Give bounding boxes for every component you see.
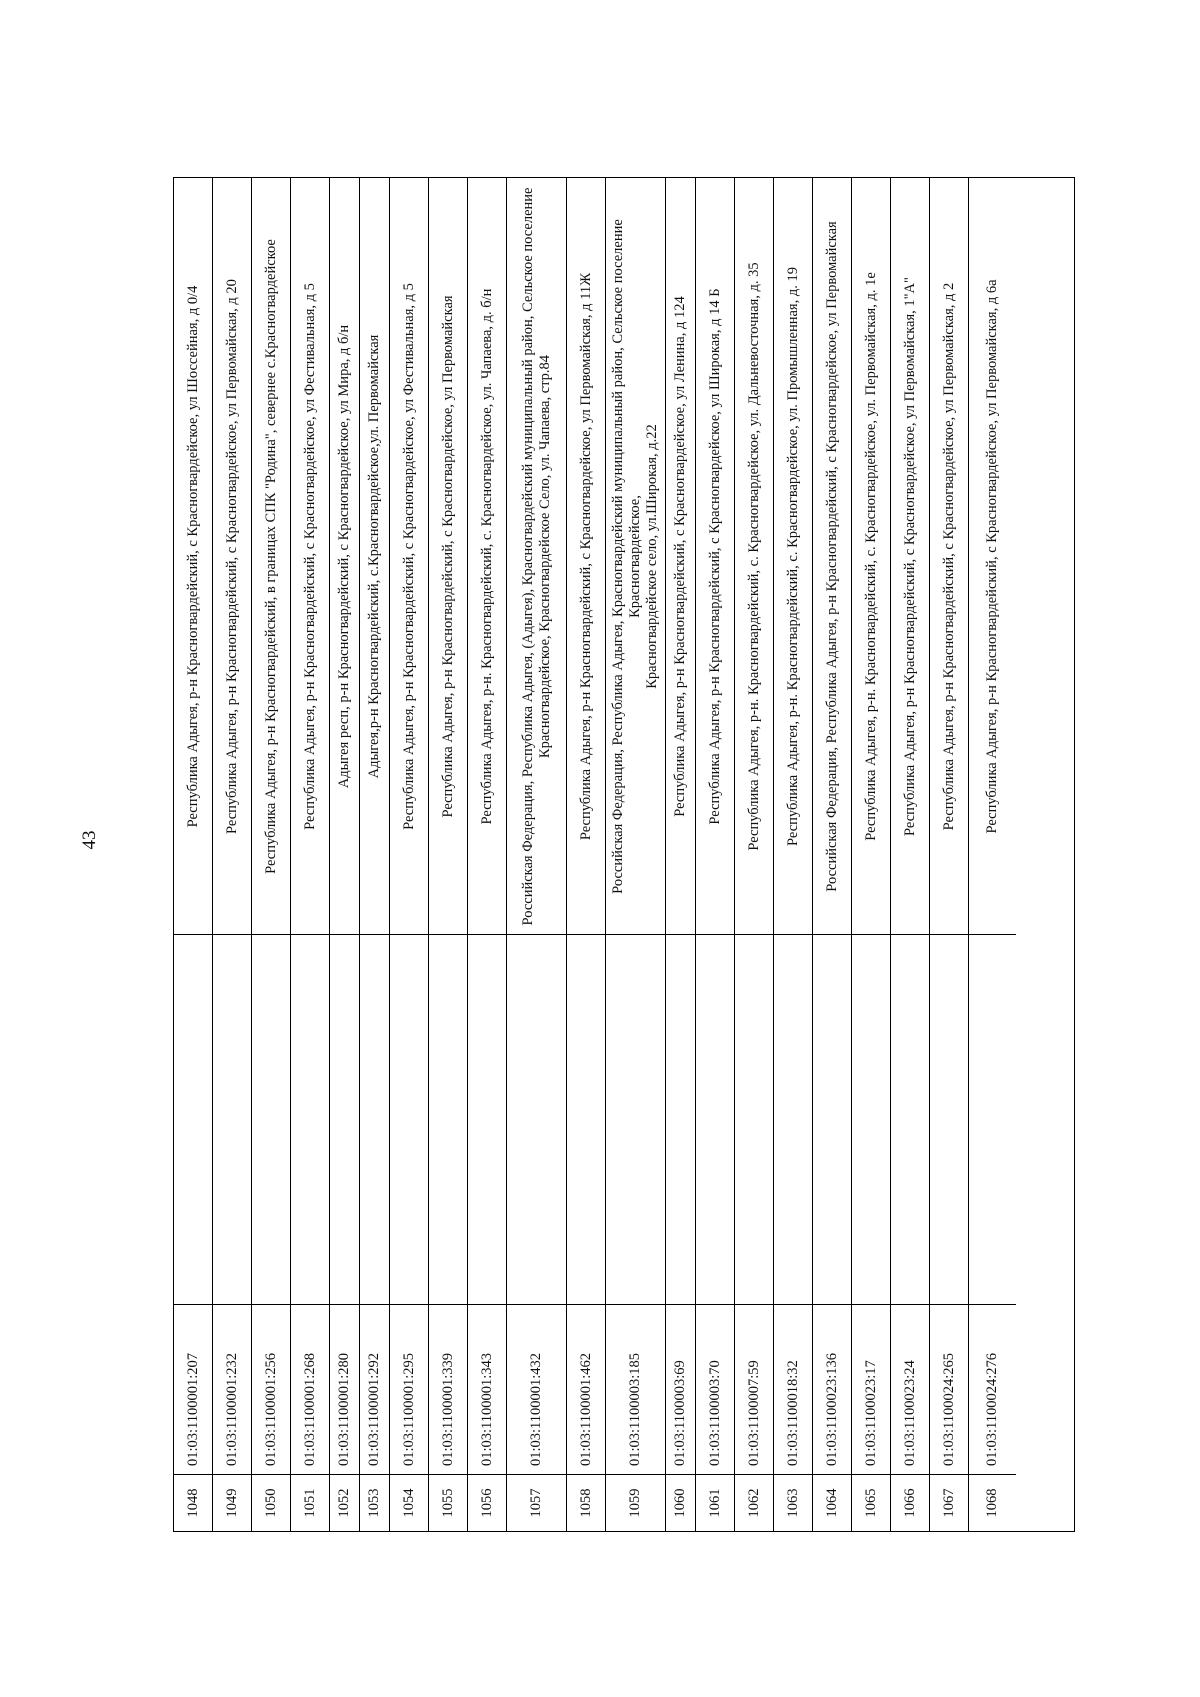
address-cell bbox=[891, 179, 929, 934]
address-cell bbox=[174, 179, 212, 934]
address-line: Красногвардейское, Красногвардейское Село, ул. Чапаева, стр.84 bbox=[536, 354, 553, 759]
address-line: Российская Федерация, Республика Адыгея, Красногвардейский муниципальный район, Сельское поселение Красногвардейское, bbox=[610, 219, 643, 894]
address-cell bbox=[390, 179, 428, 934]
row-number: 1062 bbox=[735, 1474, 773, 1531]
row-number: 1067 bbox=[930, 1474, 968, 1531]
table-row bbox=[696, 178, 735, 1531]
empty-cell bbox=[735, 934, 773, 1304]
row-number: 1054 bbox=[390, 1474, 428, 1531]
address-cell bbox=[468, 179, 506, 934]
row-number: 1056 bbox=[468, 1474, 506, 1531]
cadastral-number: 01:03:1100003:69 bbox=[666, 1304, 695, 1474]
address-line: Республика Адыгея, р-н Красногвардейский, с Красногвардейское, ул Ленина, д 124 bbox=[672, 296, 688, 817]
cadastral-number: 01:03:1100001:280 bbox=[330, 1304, 359, 1474]
address-line: Республика Адыгея, р-н Красногвардейский, в границах СПК "Родина", севернее с.Красногвардейское bbox=[262, 239, 279, 874]
row-number: 1055 bbox=[429, 1474, 467, 1531]
row-number: 1052 bbox=[330, 1474, 359, 1531]
empty-cell bbox=[390, 934, 428, 1304]
row-number: 1066 bbox=[891, 1474, 929, 1531]
address-line: Республика Адыгея, р-н Красногвардейский, с Красногвардейское, ул Широкая, д 14 Б bbox=[706, 288, 723, 825]
cadastral-number: 01:03:1100001:462 bbox=[567, 1304, 605, 1474]
row-number: 1051 bbox=[291, 1474, 329, 1531]
address-line: Адыгея респ, р-н Красногвардейский, с Красногвардейское, ул Мира, д б/н bbox=[336, 324, 352, 789]
cadastral-number: 01:03:1100001:268 bbox=[291, 1304, 329, 1474]
table-row bbox=[390, 178, 429, 1531]
cadastral-number: 01:03:1100001:432 bbox=[507, 1304, 566, 1474]
empty-cell bbox=[813, 934, 851, 1304]
address-cell bbox=[252, 179, 290, 934]
empty-cell bbox=[174, 934, 212, 1304]
registry-table bbox=[173, 177, 1075, 1532]
cadastral-number: 01:03:1100018:32 bbox=[774, 1304, 812, 1474]
table-row bbox=[507, 178, 567, 1531]
address-cell bbox=[360, 179, 389, 934]
table-row bbox=[252, 178, 291, 1531]
row-number: 1061 bbox=[696, 1474, 734, 1531]
table-row bbox=[930, 178, 969, 1531]
cadastral-number: 01:03:1100001:339 bbox=[429, 1304, 467, 1474]
address-line: Республика Адыгея, р-н Красногвардейский, с Красногвардейское, ул Первомайская, д 20 bbox=[223, 279, 240, 834]
address-line: Республика Адыгея, р-н Красногвардейский, с Красногвардейское, ул Первомайская bbox=[439, 295, 456, 818]
cadastral-number: 01:03:1100024:265 bbox=[930, 1304, 968, 1474]
table-row bbox=[813, 178, 852, 1531]
empty-cell bbox=[567, 934, 605, 1304]
empty-cell bbox=[291, 934, 329, 1304]
address-line: Республика Адыгея, р-н Красногвардейский, с Красногвардейское, ул Первомайская, д 2 bbox=[940, 282, 957, 831]
cadastral-number: 01:03:1100001:343 bbox=[468, 1304, 506, 1474]
address-cell bbox=[696, 179, 734, 934]
table-row bbox=[852, 178, 891, 1531]
address-line: Республика Адыгея, р-н Красногвардейский, с Красногвардейское, ул Фестивальная, д 5 bbox=[400, 283, 417, 830]
address-line: Республика Адыгея, р-н Красногвардейский, с Красногвардейское, ул Фестивальная, д 5 bbox=[301, 283, 318, 830]
address-cell bbox=[429, 179, 467, 934]
empty-cell bbox=[213, 934, 251, 1304]
cadastral-number: 01:03:1100023:136 bbox=[813, 1304, 851, 1474]
row-number: 1049 bbox=[213, 1474, 251, 1531]
row-number: 1065 bbox=[852, 1474, 890, 1531]
address-line: Адыгея,р-н Красногвардейский, с.Красногвардейское,ул. Первомайская bbox=[366, 334, 382, 779]
address-cell bbox=[774, 179, 812, 934]
empty-cell bbox=[891, 934, 929, 1304]
table-row bbox=[468, 178, 507, 1531]
row-number: 1057 bbox=[507, 1474, 566, 1531]
address-cell bbox=[930, 179, 968, 934]
cadastral-number: 01:03:1100001:207 bbox=[174, 1304, 212, 1474]
row-number: 1053 bbox=[360, 1474, 389, 1531]
empty-cell bbox=[468, 934, 506, 1304]
address-cell bbox=[213, 179, 251, 934]
cadastral-number: 01:03:1100001:292 bbox=[360, 1304, 389, 1474]
address-line: Российская Федерация, Республика Адыгея, (Адыгея), Красногвардейский муниципальный район, Сельское поселение bbox=[519, 187, 536, 926]
table-row bbox=[891, 178, 930, 1531]
address-line: Республика Адыгея, р-н Красногвардейский, с Красногвардейское, ул Первомайская, д 6а bbox=[984, 279, 1000, 834]
row-number: 1050 bbox=[252, 1474, 290, 1531]
table-row bbox=[774, 178, 813, 1531]
address-cell bbox=[606, 179, 665, 934]
empty-cell bbox=[429, 934, 467, 1304]
table-row bbox=[330, 178, 360, 1531]
cadastral-number: 01:03:1100007:59 bbox=[735, 1304, 773, 1474]
address-line: Республика Адыгея, р-н. Красногвардейский, с. Красногвардейское, ул. Чапаева, д. б/н bbox=[478, 288, 495, 825]
cadastral-number: 01:03:1100001:256 bbox=[252, 1304, 290, 1474]
address-line: Республика Адыгея, р-н. Красногвардейский, с. Красногвардейское, ул. Дальневосточная, д. 35 bbox=[745, 262, 762, 851]
empty-cell bbox=[330, 934, 359, 1304]
row-number: 1058 bbox=[567, 1474, 605, 1531]
cadastral-number: 01:03:1100003:70 bbox=[696, 1304, 734, 1474]
table-row bbox=[666, 178, 696, 1531]
table-row bbox=[567, 178, 606, 1531]
table-row bbox=[969, 178, 1016, 1531]
empty-cell bbox=[852, 934, 890, 1304]
page-number: 43 bbox=[79, 830, 100, 850]
cadastral-number: 01:03:1100024:276 bbox=[969, 1304, 1016, 1474]
cadastral-number: 01:03:1100001:295 bbox=[390, 1304, 428, 1474]
table-row bbox=[429, 178, 468, 1531]
address-cell bbox=[735, 179, 773, 934]
address-cell bbox=[666, 179, 695, 934]
address-cell bbox=[330, 179, 359, 934]
table-row bbox=[291, 178, 330, 1531]
address-line: Республика Адыгея, р-н Красногвардейский, с Красногвардейское, ул Первомайская, 1"А" bbox=[901, 277, 918, 836]
address-line: Красногвардейское село, ул.Широкая, д.22 bbox=[644, 424, 660, 689]
empty-cell bbox=[360, 934, 389, 1304]
empty-cell bbox=[969, 934, 1016, 1304]
table-row bbox=[735, 178, 774, 1531]
table-row bbox=[174, 178, 213, 1531]
address-cell bbox=[567, 179, 605, 934]
row-number: 1059 bbox=[606, 1474, 665, 1531]
address-line: Российская Федерация, Республика Адыгея, р-н Красногвардейский, с Красногвардейское, ул Первомайская bbox=[823, 221, 840, 892]
address-line: Республика Адыгея, р-н. Красногвардейский, с. Красногвардейское, ул. Первомайская, д. 1е bbox=[862, 272, 879, 841]
table-row bbox=[360, 178, 390, 1531]
table-row bbox=[606, 178, 666, 1531]
table-row bbox=[213, 178, 252, 1531]
row-number: 1048 bbox=[174, 1474, 212, 1531]
address-cell bbox=[291, 179, 329, 934]
address-line: Республика Адыгея, р-н. Красногвардейский, с. Красногвардейское, ул. Промышленная, д. 19 bbox=[784, 267, 801, 846]
empty-cell bbox=[666, 934, 695, 1304]
row-number: 1063 bbox=[774, 1474, 812, 1531]
empty-cell bbox=[507, 934, 566, 1304]
address-line: Республика Адыгея, р-н Красногвардейский, с Красногвардейское, ул Шоссейная, д 0/4 bbox=[184, 285, 201, 828]
address-cell bbox=[813, 179, 851, 934]
cadastral-number: 01:03:1100023:17 bbox=[852, 1304, 890, 1474]
cadastral-number: 01:03:1100003:185 bbox=[606, 1304, 665, 1474]
empty-cell bbox=[252, 934, 290, 1304]
cadastral-number: 01:03:1100001:232 bbox=[213, 1304, 251, 1474]
address-cell bbox=[507, 179, 566, 934]
row-number: 1068 bbox=[969, 1474, 1016, 1531]
empty-cell bbox=[930, 934, 968, 1304]
address-cell bbox=[969, 179, 1016, 934]
address-line: Республика Адыгея, р-н Красногвардейский, с Красногвардейское, ул Первомайская, д 11Ж bbox=[577, 272, 594, 841]
row-number: 1064 bbox=[813, 1474, 851, 1531]
empty-cell bbox=[606, 934, 665, 1304]
cadastral-number: 01:03:1100023:24 bbox=[891, 1304, 929, 1474]
row-number: 1060 bbox=[666, 1474, 695, 1531]
empty-cell bbox=[774, 934, 812, 1304]
empty-cell bbox=[696, 934, 734, 1304]
address-cell bbox=[852, 179, 890, 934]
